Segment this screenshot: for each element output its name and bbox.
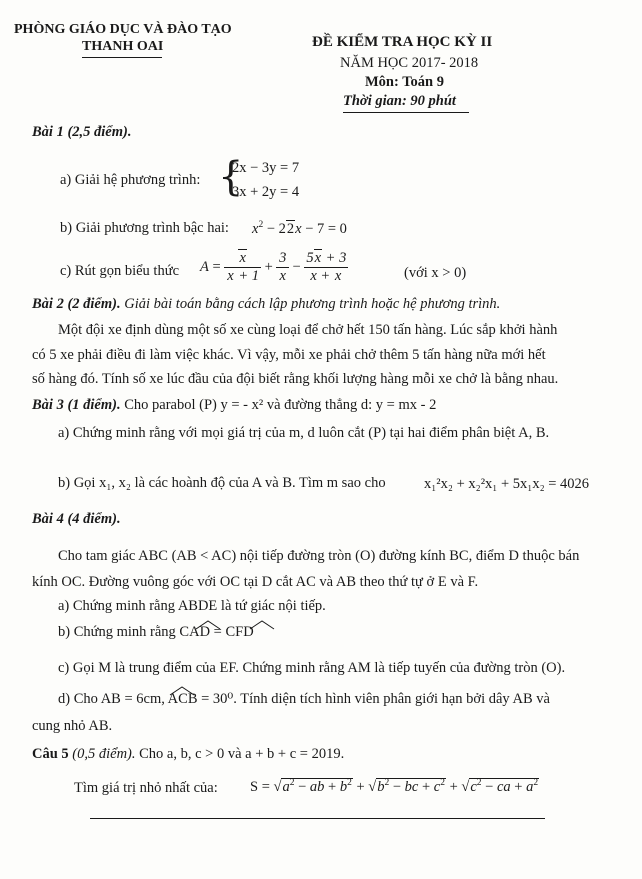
cau5-heading: Câu 5	[32, 746, 69, 762]
angle-arc-marks	[194, 618, 284, 630]
bai4-b: b) Chứng minh rằng CAD = CFD	[58, 624, 254, 640]
bai4-line1: Cho tam giác ABC (AB < AC) nội tiếp đường tròn (O) đường kính BC, điểm D thuộc bán	[58, 548, 580, 564]
angle-arc-cfd	[250, 621, 274, 629]
system-brace: {	[218, 154, 244, 200]
bai1-c-expression: A = $\frac{x}{x + 1}$ + $\frac{3}{x}$ − $\frac{5x + 3}{x + x}$	[200, 250, 347, 284]
bai2-heading-line	[32, 296, 500, 313]
subject: Môn: Toán 9	[365, 74, 444, 90]
cau5-points: (0,5 điểm).	[72, 746, 136, 762]
bai3-b-equation: x₁²x₂ + x₂²x₁ + 5x₁x₂ = 4026	[424, 476, 590, 492]
time-underline	[343, 112, 469, 113]
bai4-heading: Bài 4 (4 điểm).	[32, 511, 121, 527]
school-year: NĂM HỌC 2017- 2018	[340, 55, 479, 71]
bai3-heading-rest: Cho parabol (P) y = - x² và đường thẳng d: y = mx - 2	[124, 397, 437, 413]
bai4-c: c) Gọi M là trung điểm của EF. Chứng minh rằng AM là tiếp tuyến của đường tròn (O).	[58, 660, 566, 676]
bai4-a: a) Chứng minh rằng ABDE là tứ giác nội tiếp.	[58, 598, 326, 614]
bai3-heading: Bài 3 (1 điểm).	[32, 397, 121, 413]
bai3-a-text: a) Chứng minh rằng với mọi giá trị của m, d luôn cắt (P) tại hai điểm phân biệt A, B.	[58, 425, 550, 441]
bai2-line3: số hàng đó. Tính số xe lúc đầu của đội biết rằng khối lượng hàng mỗi xe chở là bằng nhau.	[32, 371, 559, 387]
bai4-d-line1: d) Cho AB = 6cm, ACB = 30⁰. Tính diện tích hình viên phân giới hạn bởi dây AB và	[58, 691, 550, 707]
header-underline	[82, 57, 162, 58]
angle-arc-acb	[168, 684, 198, 696]
system-eq1: 2x − 3y = 7	[232, 160, 300, 176]
department-name: PHÒNG GIÁO DỤC VÀ ĐÀO TẠO	[14, 22, 232, 37]
exam-title: ĐỀ KIỂM TRA HỌC KỲ II	[312, 34, 493, 50]
cau5-heading-rest: Cho a, b, c > 0 và a + b + c = 2019.	[139, 746, 345, 762]
bai1-a-label: a) Giải hệ phương trình:	[60, 172, 201, 188]
bai1-heading: Bài 1 (2,5 điểm).	[32, 124, 132, 140]
end-rule	[90, 818, 545, 819]
cau5-heading-line	[32, 746, 344, 763]
bai2-line1: Một đội xe định dùng một số xe cùng loại để chở hết 150 tấn hàng. Lúc sắp khởi hành	[58, 322, 558, 338]
bai1-c-label: c) Rút gọn biểu thức	[60, 263, 180, 279]
bai2-heading-rest: Giải bài toán bằng cách lập phương trình hoặc hệ phương trình.	[124, 296, 501, 312]
bai3-b-text: b) Gọi x₁, x₂ là các hoành độ của A và B. Tìm m sao cho	[58, 475, 386, 491]
cau5-expression: $S = √a^2$ − ab + $b^2 + √b^2$ − bc + $c^2 + √c^2$ − ca + $a^2$	[250, 778, 539, 795]
system-eq2: 3x + 2y = 4	[232, 184, 300, 200]
bai1-b-label: b) Giải phương trình bậc hai:	[60, 220, 229, 236]
bai4-d-line2: cung nhỏ AB.	[32, 718, 113, 734]
bai4-line2: kính OC. Đường vuông góc với OC tại D cắt AC và AB theo thứ tự ở E và F.	[32, 574, 479, 590]
district-name: THANH OAI	[82, 39, 164, 54]
exam-time: Thời gian: 90 phút	[343, 93, 456, 109]
cau5-line2: Tìm giá trị nhỏ nhất của:	[74, 780, 218, 796]
bai1-c-condition: (với x > 0)	[404, 265, 467, 281]
bai2-heading: Bài 2 (2 điểm).	[32, 296, 121, 312]
bai1-b-equation: $x^2 - 22x - 7 = 0$	[252, 220, 347, 237]
angle-arc-cad	[196, 621, 220, 629]
bai3-heading-line	[32, 397, 436, 414]
bai2-line2: có 5 xe phải điều đi làm việc khác. Vì vậy, mỗi xe phải chở thêm 5 tấn hàng nữa mới hết	[32, 347, 546, 363]
